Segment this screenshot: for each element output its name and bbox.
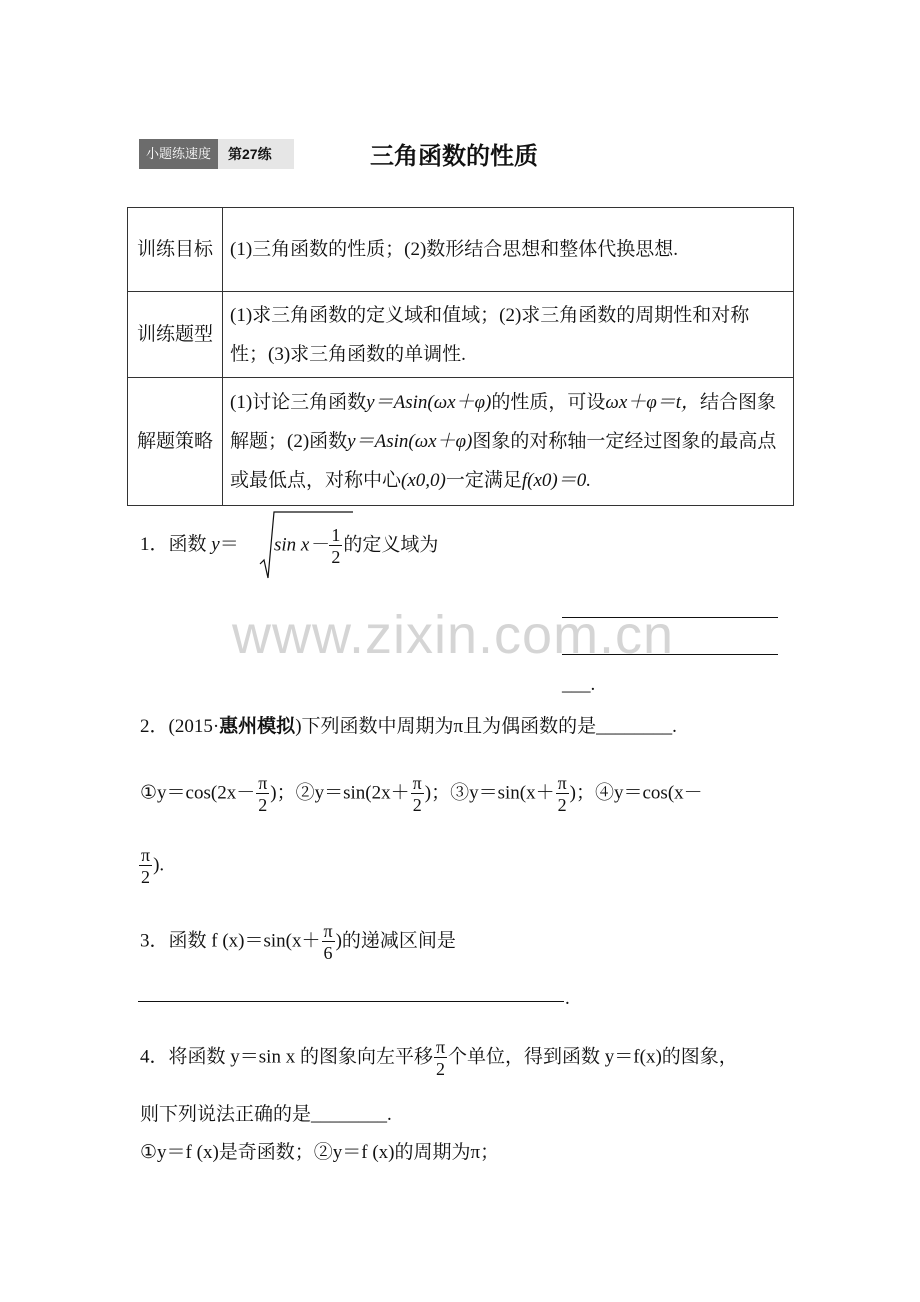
row-value: (1)三角函数的性质；(2)数形结合思想和整体代换思想. xyxy=(223,208,794,292)
answer-line xyxy=(138,1001,564,1002)
answer-line-tail: ___. xyxy=(562,674,596,695)
answer-line-end: . xyxy=(565,988,570,1009)
row-label: 训练题型 xyxy=(128,292,223,378)
badge-right: 第27练 xyxy=(218,139,294,169)
training-info-table xyxy=(127,207,794,506)
question-1: 1．函数 y＝ xyxy=(140,534,239,555)
question-1-expression: sin x－ $\frac{1}{2}$ 的定义域为 xyxy=(274,525,439,567)
watermark: www.zixin.com.cn xyxy=(232,605,675,665)
row-label: 解题策略 xyxy=(128,378,223,506)
row-value: (1)求三角函数的定义域和值域；(2)求三角函数的周期性和对称性；(3)求三角函数的单调性. xyxy=(223,292,794,378)
question-2-options: ①y＝cos(2x－ $\frac{\pi}{2}$ )；②y＝sin(2x＋ $\frac{\pi}{2}$ )；③y＝sin(x＋ $\frac{\pi}{2}$ )；④y＝cos(x－ xyxy=(140,773,703,815)
question-4-line2: 则下列说法正确的是________. xyxy=(140,1104,392,1125)
page-title: 三角函数的性质 xyxy=(370,143,538,170)
row-label: 训练目标 xyxy=(128,208,223,292)
question-2-options-cont: $\frac{\pi}{2}$ ). xyxy=(141,845,165,887)
table-row xyxy=(128,292,794,378)
question-4: 4．将函数 y＝sin x 的图象向左平移 $\frac{\pi}{2}$ 个单位，得到函数 y＝f(x)的图象， xyxy=(140,1037,738,1079)
section-badge xyxy=(139,139,294,169)
table-row xyxy=(128,208,794,292)
question-3: 3．函数 f (x)＝sin(x＋ $\frac{\pi}{6}$ )的递减区间是 xyxy=(140,921,456,963)
question-4-line3: ①y＝f (x)是奇函数；②y＝f (x)的周期为π； xyxy=(140,1142,500,1163)
table-row xyxy=(128,378,794,506)
badge-left: 小题练速度 xyxy=(139,139,218,169)
row-value: (1)讨论三角函数y＝Asin(ωx＋φ)的性质，可设ωx＋φ＝t，结合图象解题；(2)函数y＝Asin(ωx＋φ)图象的对称轴一定经过图象的最高点或最低点，对称中心(x0,0)一定满足f(x0)＝0. xyxy=(223,378,794,506)
question-2: 2．(2015·惠州模拟)下列函数中周期为π且为偶函数的是________. xyxy=(140,716,677,737)
fraction: $\frac{1}{2}$ xyxy=(331,525,341,567)
